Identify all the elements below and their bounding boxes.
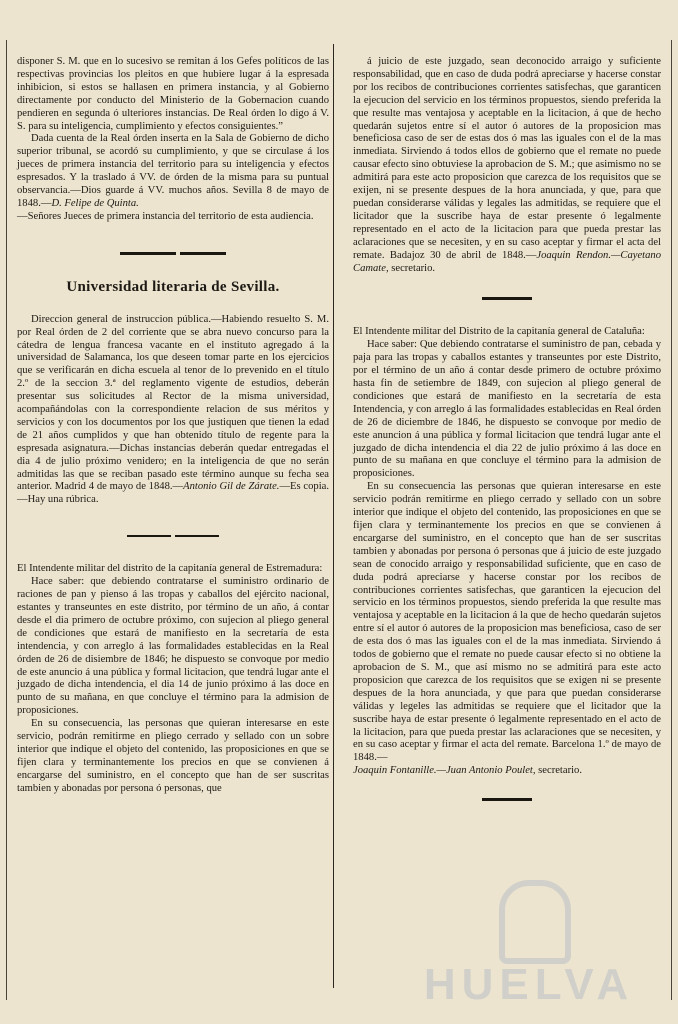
paragraph: Hace saber: que debiendo contratarse el suministro ordinario de raciones de pan y pienso á las tropas y caballos del ejército nacional, estantes y transeuntes en este distrito, por término de un año, á contar desde el dia primero de octubre próximo, con sujecion al pliego general de condiciones que estará de manifiesto en la secretaría de esta intendencia, y con arreglo á las formalidades establecidas en la Real órden de 26 de disiembre de 1846; he dispuesto se convoque por medio de este anuncio á una pública y formal licitacion, que tendrá lugar ante el juzgado de dicha intendencia, el dia 14 de junio próximo á las doce en punto de su mañana, en que concluye el término para la admision de proposiciones. [17,576,329,717]
paragraph-text: Dada cuenta de la Real órden inserta en la Sala de Gobierno de dicho superior tribunal, se acordó su cumplimiento, y que se circulase á los jueces de primera instancia del territorio para su inteligencia y efectos espresados. Y la traslado á VV. de órden de la misma para su puntual observancia.—Dios guarde á VV. muchos años. Sevilla 8 de mayo de 1848.— [17,133,329,209]
paragraph: disponer S. M. que en lo sucesivo se remitan á los Gefes políticos de las respectivas provincias los pleitos en que hubiere lugar á la espresada inhibicion, si estos se hallasen en primera instancia, y al Gobierno directamente por conducto del Ministerio de la Gobernacion cuando pendieren en segunda ó ulteriores instancias. De Real órden lo digo á V. S. para su inteligencia, cumplimiento y efectos consiguientes.” [17,56,329,132]
signature: Antonio Gil de Zárate. [183,481,280,493]
paragraph: En su consecuencia, las personas que quieran interesarse en este servicio, podrán remitirme en pliego cerrado y sellado con un sobre interior que indique el objeto del contenido, las proposiciones en que se fijen clara y terminantemente los precios en que se convienen á encargarse del suministro, en el concepto que han de ser suscritas tambien y abonadas por persona ó personas, que [17,718,329,794]
section-title: Universidad literaria de Sevilla. [66,278,280,295]
left-margin-rule [6,40,7,1000]
notice-heading: El Intendente militar del Distrito de la capitanía general de Cataluña: [353,326,645,338]
signature-role: secretario. [535,765,582,777]
archive-watermark [404,880,654,1010]
section-separator [17,252,329,255]
section-separator [17,535,329,537]
signature: D. Felipe de Quinta. [51,197,139,209]
section-separator [353,297,661,300]
paragraph: —Señores Jueces de primera instancia del territorio de esta audiencia. [17,210,314,222]
paragraph [17,314,329,508]
separator-bar [120,252,176,255]
right-margin-rule [671,40,672,1000]
paragraph [17,133,329,210]
paragraph-text: Direccion general de instruccion pública.—Habiendo resuelto S. M. por Real órden de 2 del corriente que se abra nuevo concurso para la cátedra de lengua francesa vacante en el instituto agregado á la universidad de Salamanca, los que deseen tomar parte en los ejercicios que se verificarán en dicha escuela al tenor de lo prevenido en el título 2.º de la seccion 3.ª del reglamento vigente de estudios, deberán presentar sus solicitudes al Rector de la misma universidad, acompañándolas con la correspondiente relacion de sus méritos y servicios y con los documentos por los que justiquen que tienen la edad de 21 años cumplidos y que han obtenido título de regente para la espresada asignatura.—Dichas instancias deberán quedar entregadas el dia 4 de julio próximo venidero; en la inteligencia de que no serán admitidas las que se reciban pasado este término aunque su fecha sea anterior. Madrid 4 de mayo de 1848.— [17,313,329,493]
signature: Joaquin Fontanille.—Juan Antonio Poulet, [353,765,536,777]
paragraph-text: —Es copia.—Hay una rúbrica. [17,481,330,506]
column-divider [333,44,334,988]
paragraph: Hace saber: Que debiendo contratarse el suministro de pan, cebada y paja para las tropas y caballos estantes y transeuntes por este Distrito, por el término de un año á contar desde primero de octubre próximo hasta fin de setiembre de 1849, con sujecion al pliego general de condiciones que estará de manifiesto en la secretaría de esta Intendencia, y con arreglo á las formalidades establecidas en Real órden de 26 de diciembre de 1846, he dispuesto se convoque por medio de este anuncion á una pública y formal licitacion que tendrá lugar ante el juzgado de dicha intendencia el dia 22 de julio próximo á las doce en punto de su mañana en que concluye el término para la admision de proposiciones. [353,339,661,480]
paragraph [353,56,661,275]
separator-bar [127,535,171,537]
section-separator [353,798,661,801]
separator-bar [180,252,226,255]
left-column [17,56,329,796]
notice-heading: El Intendente militar del distrito de la capitanía general de Estremadura: [17,563,323,575]
paragraph-text: á juicio de este juzgado, sean deconocido arraigo y suficiente responsabilidad, que en caso de duda podrá apreciarse y hacerse constar por los recibos de contribuciones corrientes satisfechas, que garanticen la ejecucion del servicio en los términos propuestos, siendo preferida la que resulte mas ventajosa y aceptable en la licitacion, á que de hecho quedarán sujetos entre sí el autor ó autores de la proposicion mas beneficiosa caso de ser de estas dos ó mas las iguales con el de la mas inmediata. Sirviendo á todos ellos de gobierno que el remate no puede causar efecto sino obtuviese la aprobacion de S. M.; que asimismo no se admitirá para este acto proposicion que carezca de los requisitos que se exijen, ni se presente despues de la hora anunciada, y que, para que puedan considerarse válidas y legales las admitidas, se requiere que el licitador que la suscribe haya de estar presente ó legalmente representado en el acto de la licitacion para que pueda prestar las aclaraciones que se necesiten, y en su caso aceptar y firmar el acta del remate. Badajoz 30 de abril de 1848.— [353,56,661,261]
paragraph: En su consecuencia las personas que quieran interesarse en este servicio podrán remitirme en pliego cerrado y sellado con un sobre interior que indique el objeto del contenido, las proposiciones en que se fijen clara y terminantemente los precios en que se convienen á encargarse del suministro, en el concepto que han de ser suscritas tambien y abonadas por persona ó personas que á juicio de este juzgado sean de conocido arraigo y responsabilidad suficiente, que en caso de duda podrá apreciarse y hacerse constar por los recibos de contribuciones corrientes satisfechas, que garanticen la ejecucion del servicio en los términos propuestos, siendo preferida la que resulte mas ventajosa y aceptable en la licitacion á la que de hecho quedarán sujetos entre sí el autor ó autores de la proposicion mas beneficiosa, caso de ser de esta dos ó mas las iguales con el de la mas inmediata. Sirviendo á todos de gobierno que el remate no puede causar efecto si no obtiene la aprobacion de S. M., que así mismo no se admitirá para este acto proposicion que carezca de los requisitos que se exigen ni se presente despues de la hora anunciada, y que para que puedan considerarse válidas y legeles las admitidas se requiere que el licitador que la suscribe haya de estar presente ó legalmente representado en el acto de la licitacion, para que pueda prestar las aclaraciones que se necesiten, y en su caso aceptar y firmar el acta del remate. Barcelona 1.º de mayo de 1848.— [353,481,661,764]
separator-bar [482,798,532,801]
signature-role: secretario. [388,262,436,274]
signature: Joaquin Rendon.—Cayetano Camate, [353,249,661,274]
separator-bar [482,297,532,300]
watermark-emblem [499,880,571,964]
right-column [353,56,661,801]
watermark-text: HUELVA [423,960,635,1009]
separator-bar [175,535,219,537]
paragraph [353,765,661,778]
